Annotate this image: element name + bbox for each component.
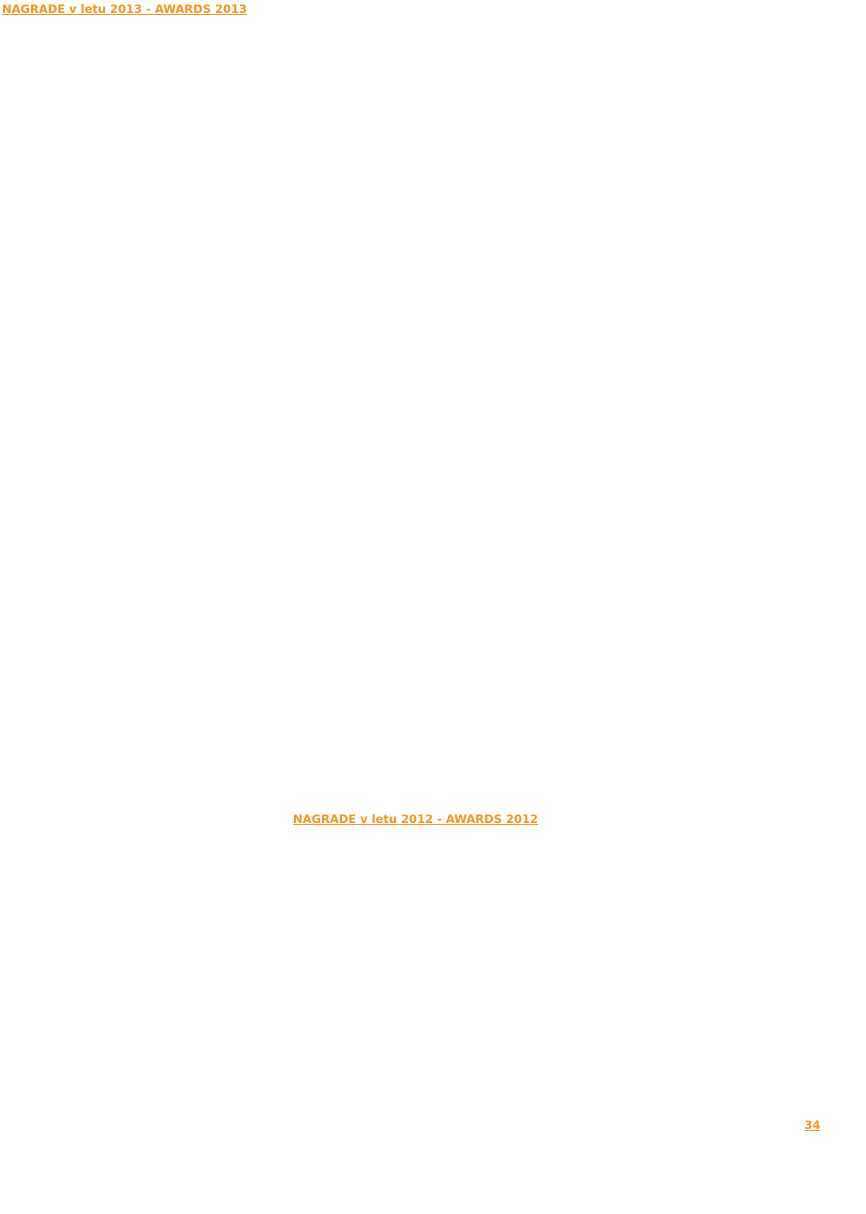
award-line: Marjan Artnak - Finalist - White Lady <box>2 38 211 52</box>
award-entry <box>586 540 862 594</box>
award-line: Branko Petavs - 2x HM - Mamma 2012 <box>293 866 514 880</box>
award-line: Marjan Artnak - Trst Vyasharti medalja <box>293 1154 514 1168</box>
award-entry <box>586 432 862 522</box>
award-entry <box>293 1116 575 1188</box>
exhibition-title: 10th International Exhibition of Art Photography Kosmosovo 2012, Makedonija <box>586 182 834 214</box>
award-line: Marin Krapež - Gratitude medalja - Sunset 2012 & Boulder <box>586 128 862 160</box>
award-line: Marjan Artnak - PSA HM - Sunny - Scottfield - Slovenija <box>293 974 552 1006</box>
right-award-list <box>586 0 862 1098</box>
award-line: Marjan Artnak - DIPL medalja - Flame of the water <box>586 38 838 70</box>
exhibition-title: Dublin Georgia Circuit ÚDA 2013 - Zda <box>2 164 224 178</box>
exhibition-title: 7. Grenzeberg Super Circuit, Avstrija <box>586 542 796 556</box>
award-line: Branko Petavs - HM - Bridge 2012 <box>293 884 487 898</box>
award-entry <box>2 288 264 342</box>
award-line: Miran Krapež - HM - Vanity <box>586 956 739 970</box>
awards-2013-heading[interactable]: NAGRADE v letu 2013 - AWARDS 2013 <box>2 2 247 16</box>
award-line: Marjan Artnak - DIPL srebrna medalja - Totally silver water <box>586 218 850 250</box>
award-line: Branko Petavs - HM - Woodleaf 2 <box>586 740 774 754</box>
award-line: Marin Krapež - 2. nagrada - Inverthaless ciritmenjurez - Kevsti <box>586 560 818 592</box>
award-entry <box>586 1008 862 1098</box>
award-line: Branko Petavs - HM - Sun 2012 <box>293 902 472 916</box>
award-line: Marin Krapež - Certified medalja FIP - Sunset beach <box>2 110 260 142</box>
award-entry <box>586 612 862 666</box>
award-line: Branko Petavs - HM - Bridge 22 <box>586 722 766 736</box>
award-line: Marin Krapež - HM - Red cliffs of Spring <box>2 254 227 268</box>
exhibition-title: NaturPhoto 2012 - International Nature and Wildlife Photography Contest, Srbija <box>293 1118 544 1150</box>
award-line: Tih Takšajana Water <box>293 1172 408 1186</box>
award-line: Marjan Artnak - 2. nagrada - Old wave of sea <box>586 632 845 646</box>
page-number[interactable]: 34 <box>804 1118 821 1132</box>
exhibition-title: Digital Salon Cl 2012, Hrvaška <box>586 326 761 340</box>
middle-column <box>293 810 575 1206</box>
award-line: Branko Petavs - HM - Flowers 28 <box>586 974 772 988</box>
award-line: Ivan Pavlič - Diploma - Jan Lapesjarmedilic <box>586 290 830 304</box>
award-line: Marjan Artnak - Finalist - Silver Water <box>2 56 217 70</box>
award-entry <box>293 1026 575 1098</box>
award-entry <box>586 324 862 414</box>
award-entry <box>586 270 862 306</box>
exhibition-title: Bayreuther International Salon 2012, Nemčija <box>293 830 557 844</box>
award-entry <box>586 180 862 252</box>
exhibition-title: Europortrait Foto 2012, Srbija <box>586 434 757 448</box>
summary-paragraph <box>586 1116 862 1152</box>
award-line: Miran Krapež - Bronasta medalja FIP Dub - 3 in Red pipes <box>586 380 855 412</box>
award-line: Marjan Artnak - Bronasta medalja - Broken Water Red <box>586 452 831 484</box>
summary-text-end: nagrad <box>586 1136 627 1150</box>
exhibition-title: Slovenski fotografski salon 2013, Ljubljana <box>2 20 249 34</box>
exhibition-title: Nature - Foto 2 Digital Salon 2013 - Slovenija <box>2 290 262 304</box>
award-line: Branko Petavs - HM - Sunnyleaf 2012 <box>586 704 800 718</box>
exhibition-title: 2012 East Coast International Salon Exhibition, Velika Britanija <box>586 920 857 952</box>
award-entry <box>586 684 862 828</box>
award-entry <box>2 18 264 72</box>
middle-award-list <box>293 828 575 1188</box>
exhibition-title: Winter Salon 2013 - Velika Britanija <box>2 236 206 250</box>
award-line: Zdravko Čuk - PSA HM - Zora <box>293 1064 460 1078</box>
award-line: Branko Petavs - Medalja FIAP - Reflexy foto <box>293 848 540 862</box>
award-line: Janez Rupnik - Bronasta medalja FZS - Blue morning <box>2 380 251 412</box>
left-award-list <box>2 18 264 414</box>
award-line: Ivan Pavlič - PSA HM - Lady morning <box>293 1082 501 1096</box>
summary-text: V letu 2012 smo člani dosegli skupno <box>586 1118 801 1132</box>
left-column <box>2 0 264 432</box>
award-line: Branko Petavs - HM - Clown 1 <box>586 758 756 772</box>
award-line: Branko Petavs - HM - Changing leaf 102 <box>586 794 815 808</box>
right-column <box>586 0 862 1152</box>
award-line: Branko Petavs - HM - Grace 10 <box>586 812 762 826</box>
award-entry <box>586 108 862 162</box>
awards-2012-heading[interactable]: NAGRADE v letu 2012 - AWARDS 2012 <box>293 812 538 826</box>
award-entry <box>2 90 264 144</box>
award-line: Janez Rupnik - Diploma - Snowfacts <box>586 650 790 664</box>
exhibition-title: 6. mednarodni salon ribolovni foto Salon in Srbija, Nikšićevo - Slovenija <box>293 1028 541 1060</box>
award-line: Marjan Artnak - HM - The sweetest water <box>586 74 822 88</box>
exhibition-title: Georgia Southern Exhibition Circuit 2012 - ZDA <box>586 686 858 700</box>
award-line: Marjan Artnak - Finalist - The flame of the water <box>2 308 241 340</box>
award-line: Branko Petavs - HM - Sunnyleaf 7 <box>586 776 778 790</box>
award-entry <box>2 360 264 414</box>
award-line: Branko Petavs - 2x Zlatna medalja - Alveblue 120 <box>586 1064 846 1096</box>
exhibition-title: 5th Al. Photo Dostenheyne Circuit 2012, Avstrija <box>586 2 818 34</box>
exhibition-title: 7th Universal Photographic Competition 2012, Madžarska - Zlatopoli srebrni medalji <box>293 938 560 970</box>
award-entry <box>2 234 264 270</box>
award-line: Marjan Artnak - Bronasta medalja - River of Water <box>586 488 836 520</box>
award-entry <box>586 918 862 990</box>
exhibition-title: Razstavojni fotografski Avtostrada <box>2 362 199 376</box>
exhibition-title: Mednarodni foto salon Avstrija - Slovenija <box>586 614 825 628</box>
award-line: Ivan Pavlič - 2x Bronasta Plaketa - Grand gallery <box>586 344 821 376</box>
award-entry <box>293 936 575 1008</box>
award-line: Branko Petavs - 2x HM - Sashes 2013 <box>2 182 217 196</box>
exhibition-title: 2. mednarodna fotografska razstava Nati - Jesen et zvezde, Avstrija <box>586 1010 831 1042</box>
exhibition-title: Fotoklub International Exhibition 2012, Poljska <box>586 110 853 124</box>
award-line: Branko Petavs - Diploma - Frenzied rise <box>586 884 812 898</box>
exhibition-title: XXI Mednarodni salon 2012, Slovenija <box>586 272 804 286</box>
exhibition-title: Balkan 2012, International photography Circuit, Srbija <box>586 848 861 880</box>
award-entry <box>586 846 862 900</box>
award-line: Marjan Artnak - HM - Winter 2013A <box>2 200 204 214</box>
award-entry <box>2 162 264 216</box>
award-entry <box>586 0 862 90</box>
award-line: Branko Petavs - Diploma medalja - Flowers 17 <box>586 1046 851 1060</box>
award-entry <box>293 828 575 918</box>
exhibition-title: Exposed 2013 - Kanada <box>2 92 139 106</box>
